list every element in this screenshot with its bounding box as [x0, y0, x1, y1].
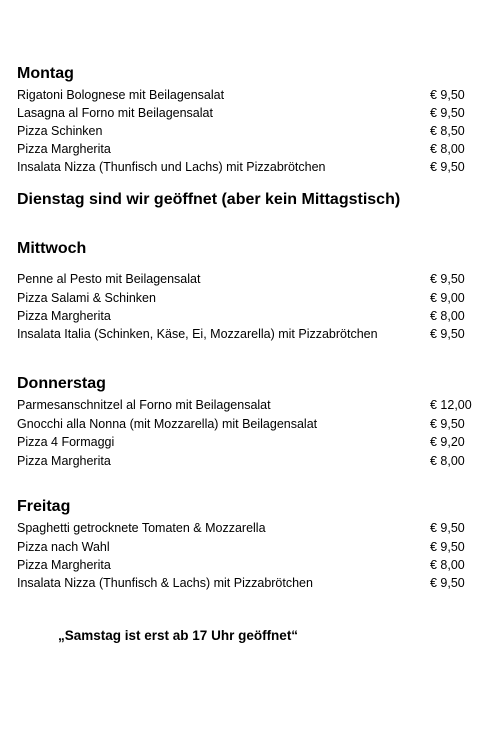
dish-price: € 9,00: [430, 291, 465, 305]
dish-price: € 9,50: [430, 521, 465, 535]
dish-name: Lasagna al Forno mit Beilagensalat: [17, 106, 213, 120]
menu-row: [17, 122, 477, 140]
dish-name: Pizza Margherita: [17, 142, 111, 156]
menu-row: [17, 574, 477, 592]
menu-row: [17, 325, 477, 343]
dish-name: Pizza 4 Formaggi: [17, 435, 115, 449]
dish-name: Penne al Pesto mit Beilagensalat: [17, 272, 201, 286]
day-heading-dienstag: Dienstag sind wir geöffnet (aber kein Mittagstisch): [17, 191, 401, 208]
dish-price: € 9,50: [430, 160, 465, 174]
dish-name: Insalata Nizza (Thunfisch und Lachs) mit Pizzabrötchen: [17, 160, 326, 174]
menu-row: [17, 415, 477, 433]
menu-row: [17, 556, 477, 574]
dish-price: € 12,00: [430, 398, 472, 412]
menu-row: [17, 104, 477, 122]
menu-row: [17, 270, 477, 288]
day-heading-montag: Montag: [17, 65, 74, 82]
dish-name: Pizza Margherita: [17, 558, 111, 572]
dish-price: € 8,00: [430, 142, 465, 156]
dish-price: € 8,00: [430, 309, 465, 323]
menu-row: [17, 396, 477, 414]
dish-price: € 9,50: [430, 540, 465, 554]
dish-name: Pizza Margherita: [17, 309, 111, 323]
dish-name: Parmesanschnitzel al Forno mit Beilagensalat: [17, 398, 271, 412]
dish-price: € 9,50: [430, 417, 465, 431]
menu-row: [17, 433, 477, 451]
dish-price: € 9,50: [430, 576, 465, 590]
menu-row: [17, 158, 477, 176]
menu-row: [17, 289, 477, 307]
dish-price: € 9,50: [430, 88, 465, 102]
dish-name: Pizza Salami & Schinken: [17, 291, 156, 305]
dish-name: Spaghetti getrocknete Tomaten & Mozzarella: [17, 521, 266, 535]
dish-price: € 9,20: [430, 435, 465, 449]
menu-row: [17, 538, 477, 556]
menu-row: [17, 307, 477, 325]
dish-name: Insalata Italia (Schinken, Käse, Ei, Mozzarella) mit Pizzabrötchen: [17, 327, 378, 341]
menu-row: [17, 519, 477, 537]
day-heading-mittwoch: Mittwoch: [17, 240, 87, 257]
dish-price: € 9,50: [430, 106, 465, 120]
dish-price: € 9,50: [430, 327, 465, 341]
dish-name: Insalata Nizza (Thunfisch & Lachs) mit Pizzabrötchen: [17, 576, 313, 590]
dish-price: € 8,00: [430, 558, 465, 572]
saturday-note: „Samstag ist erst ab 17 Uhr geöffnet“: [58, 628, 299, 643]
menu-row: [17, 452, 477, 470]
dish-price: € 8,50: [430, 124, 465, 138]
dish-price: € 9,50: [430, 272, 465, 286]
menu-row: [17, 140, 477, 158]
dish-name: Rigatoni Bolognese mit Beilagensalat: [17, 88, 225, 102]
dish-name: Gnocchi alla Nonna (mit Mozzarella) mit Beilagensalat: [17, 417, 318, 431]
menu-row: [17, 86, 477, 104]
day-heading-freitag: Freitag: [17, 498, 71, 515]
dish-name: Pizza Schinken: [17, 124, 103, 138]
dish-price: € 8,00: [430, 454, 465, 468]
day-heading-donnerstag: Donnerstag: [17, 375, 106, 392]
dish-name: Pizza Margherita: [17, 454, 111, 468]
dish-name: Pizza nach Wahl: [17, 540, 110, 554]
